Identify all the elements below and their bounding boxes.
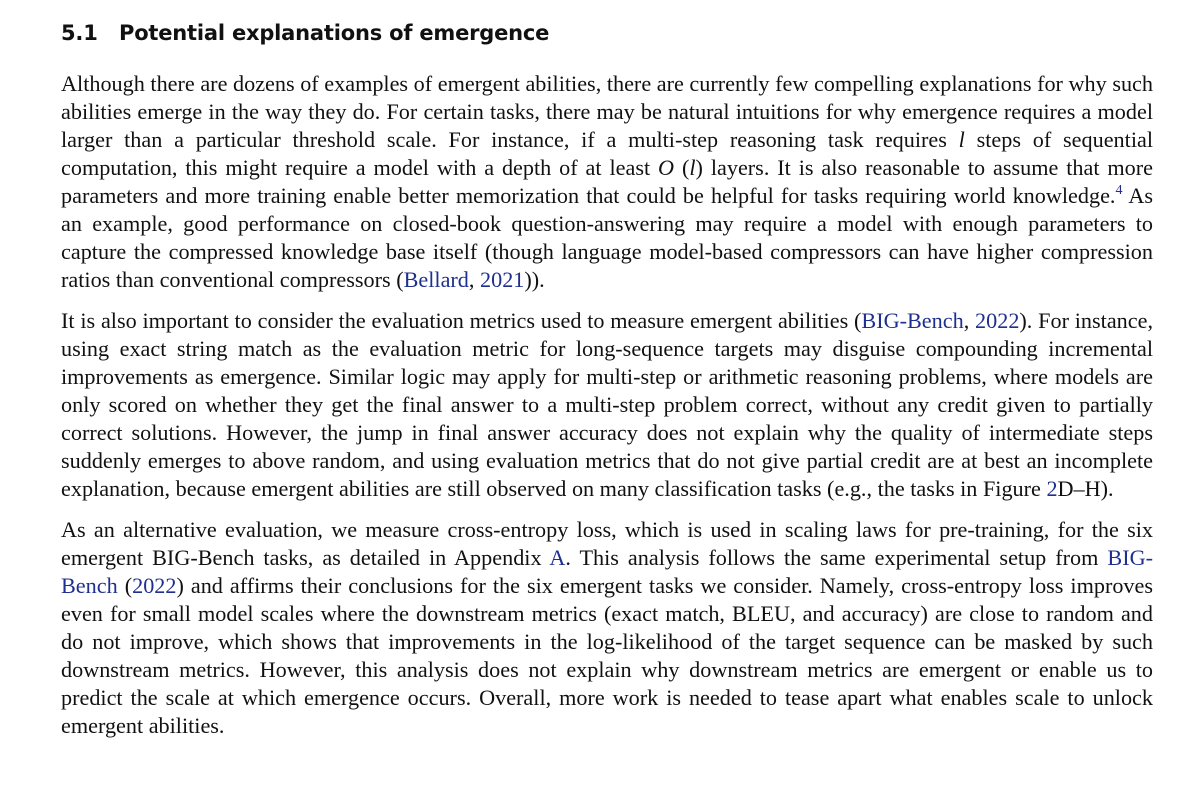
math-variable: l [689,155,696,180]
citation-link-big-bench-year[interactable]: 2022 [132,573,177,598]
text-run: steps of sequential computation, this might require a model with a depth of at least [61,127,1153,180]
section-heading [61,18,1153,48]
text-run: ) layers. It is also reasonable to assume that more parameters and more training enable better memorization that could be helpful for tasks requiring world knowledge. [61,155,1153,208]
paragraph-1 [61,70,1153,294]
text-run: . This analysis follows the same experimental setup from [565,545,1108,570]
math-variable: l [958,127,965,152]
text-run: ). For instance, using exact string match as the evaluation metric for long-sequence targets may disguise compounding incremental improvements as emergence. Similar logic may apply for multi-step or arithmetic reasoning problems, where models are only scored on whether they get the final answer to a multi-step problem correct, without any credit given to partially correct solutions. However, the jump in final answer accuracy does not explain why the quality of intermediate steps suddenly emerges to above random, and using evaluation metrics that do not give partial credit are at best an incomplete explanation, because emergent abilities are still observed on many classification tasks (e.g., the tasks in Figure [61,308,1153,501]
text-run: ) and affirms their conclusions for the six emergent tasks we consider. Namely, cross-entropy loss improves even for small model scales where the downstream metrics (exact match, BLEU, and accuracy) are close to random and do not improve, which shows that improvements in the log-likelihood of the target sequence can be masked by such downstream metrics. However, this analysis does not explain why downstream metrics are emergent or enable us to predict the scale at which emergence occurs. Overall, more work is needed to tease apart what enables scale to unlock emergent abilities. [61,573,1154,738]
text-run: As an alternative evaluation, we measure cross-entropy loss, which is used in scaling laws for pre-training, for the six emergent BIG-Bench tasks, as detailed in Appendix [61,517,1153,570]
text-run: As an example, good performance on closed-book question-answering may require a model with enough parameters to capture the compressed knowledge base itself (though language model-based compressors can have higher compression ratios than conventional compressors ( [61,183,1154,292]
footnote-link[interactable]: 4 [1115,183,1123,198]
text-run: )). [524,267,545,292]
citation-link-big-bench[interactable]: BIG-Bench [861,308,964,333]
text-run: , [963,308,976,333]
text-run: , [468,267,480,292]
math-variable: O [658,155,675,180]
paper-page [61,18,1153,753]
citation-link-big-bench[interactable]: BIG-Bench [61,545,1153,598]
text-run: Although there are dozens of examples of emergent abilities, there are currently few compelling explanations for why such abilities emerge in the way they do. For certain tasks, there may be natural intuitions for why emergence requires a model larger than a particular threshold scale. For instance, if a multi-step reasoning task requires [61,71,1153,152]
figure-link[interactable]: 2 [1046,476,1058,501]
text-run: D–H). [1057,476,1114,501]
citation-link-big-bench-year[interactable]: 2022 [975,308,1020,333]
citation-link-bellard-year[interactable]: 2021 [480,267,525,292]
text-run: ( [674,155,690,180]
text-run: It is also important to consider the evaluation metrics used to measure emergent abilities ( [61,308,862,333]
section-title: Potential explanations of emergence [119,21,550,45]
text-run: ( [117,573,133,598]
paragraph-3 [61,516,1153,740]
appendix-link[interactable]: A [549,545,566,570]
paragraph-2 [61,307,1153,503]
citation-link-bellard[interactable]: Bellard [403,267,469,292]
section-number: 5.1 [61,21,98,45]
